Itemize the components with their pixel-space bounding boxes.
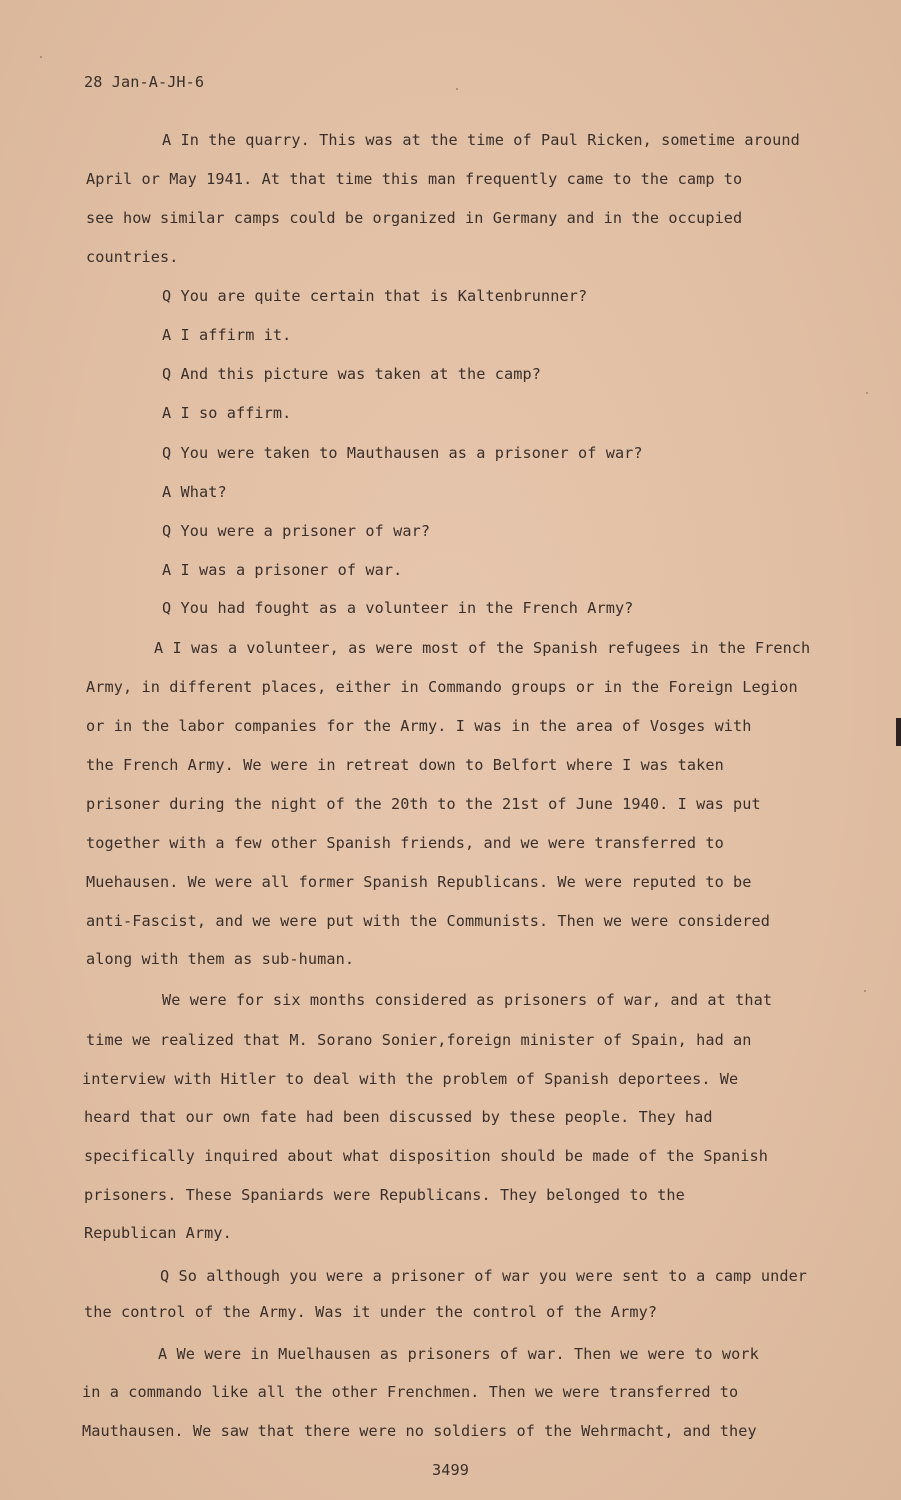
paper-speck	[40, 56, 42, 58]
text-line: Q So although you were a prisoner of war you were sent to a camp under	[160, 1267, 808, 1285]
text-line: A I was a volunteer, as were most of the Spanish refugees in the French	[154, 639, 811, 657]
text-line: Muehausen. We were all former Spanish Republicans. We were reputed to be	[86, 873, 752, 891]
text-line: or in the labor companies for the Army. I was in the area of Vosges with	[86, 717, 752, 735]
text-line: A I so affirm.	[162, 404, 292, 422]
text-line: Q And this picture was taken at the camp?	[162, 365, 541, 383]
text-line: Army, in different places, either in Commando groups or in the Foreign Legion	[86, 678, 798, 696]
text-line: specifically inquired about what disposition should be made of the Spanish	[84, 1147, 769, 1165]
page-reference: 28 Jan-A-JH-6	[84, 73, 205, 91]
text-line: A In the quarry. This was at the time of Paul Ricken, sometime around	[162, 131, 800, 149]
paper-speck	[456, 88, 458, 90]
text-line: We were for six months considered as prisoners of war, and at that	[162, 991, 773, 1009]
page-number: 3499	[432, 1461, 469, 1479]
text-line: the French Army. We were in retreat down to Belfort where I was taken	[86, 756, 724, 774]
paper-speck	[864, 990, 866, 992]
text-line: the control of the Army. Was it under the control of the Army?	[84, 1303, 658, 1321]
text-line: prisoner during the night of the 20th to the 21st of June 1940. I was put	[86, 795, 761, 813]
text-line: together with a few other Spanish friends, and we were transferred to	[86, 834, 724, 852]
text-line: see how similar camps could be organized in Germany and in the occupied	[86, 209, 743, 227]
text-line: heard that our own fate had been discussed by these people. They had	[84, 1108, 713, 1126]
text-line: Q You were taken to Mauthausen as a prisoner of war?	[162, 444, 643, 462]
text-line: A What?	[162, 483, 227, 501]
text-line: interview with Hitler to deal with the problem of Spanish deportees. We	[82, 1070, 739, 1088]
text-line: countries.	[86, 248, 179, 266]
text-line: Q You were a prisoner of war?	[162, 522, 431, 540]
text-line: Q You had fought as a volunteer in the French Army?	[162, 599, 634, 617]
text-line: A I was a prisoner of war.	[162, 561, 403, 579]
text-line: prisoners. These Spaniards were Republicans. They belonged to the	[84, 1186, 685, 1204]
text-line: Mauthausen. We saw that there were no soldiers of the Wehrmacht, and they	[82, 1422, 757, 1440]
text-line: April or May 1941. At that time this man frequently came to the camp to	[86, 170, 743, 188]
text-line: along with them as sub-human.	[86, 950, 355, 968]
text-line: Q You are quite certain that is Kaltenbrunner?	[162, 287, 588, 305]
text-line: A I affirm it.	[162, 326, 292, 344]
text-line: A We were in Muelhausen as prisoners of war. Then we were to work	[158, 1345, 759, 1363]
text-line: in a commando like all the other Frenchmen. Then we were transferred to	[82, 1383, 739, 1401]
margin-mark	[896, 718, 901, 746]
text-line: Republican Army.	[84, 1224, 232, 1242]
paper-speck	[866, 392, 868, 394]
text-line: anti-Fascist, and we were put with the Communists. Then we were considered	[86, 912, 771, 930]
text-line: time we realized that M. Sorano Sonier,foreign minister of Spain, had an	[86, 1031, 752, 1049]
